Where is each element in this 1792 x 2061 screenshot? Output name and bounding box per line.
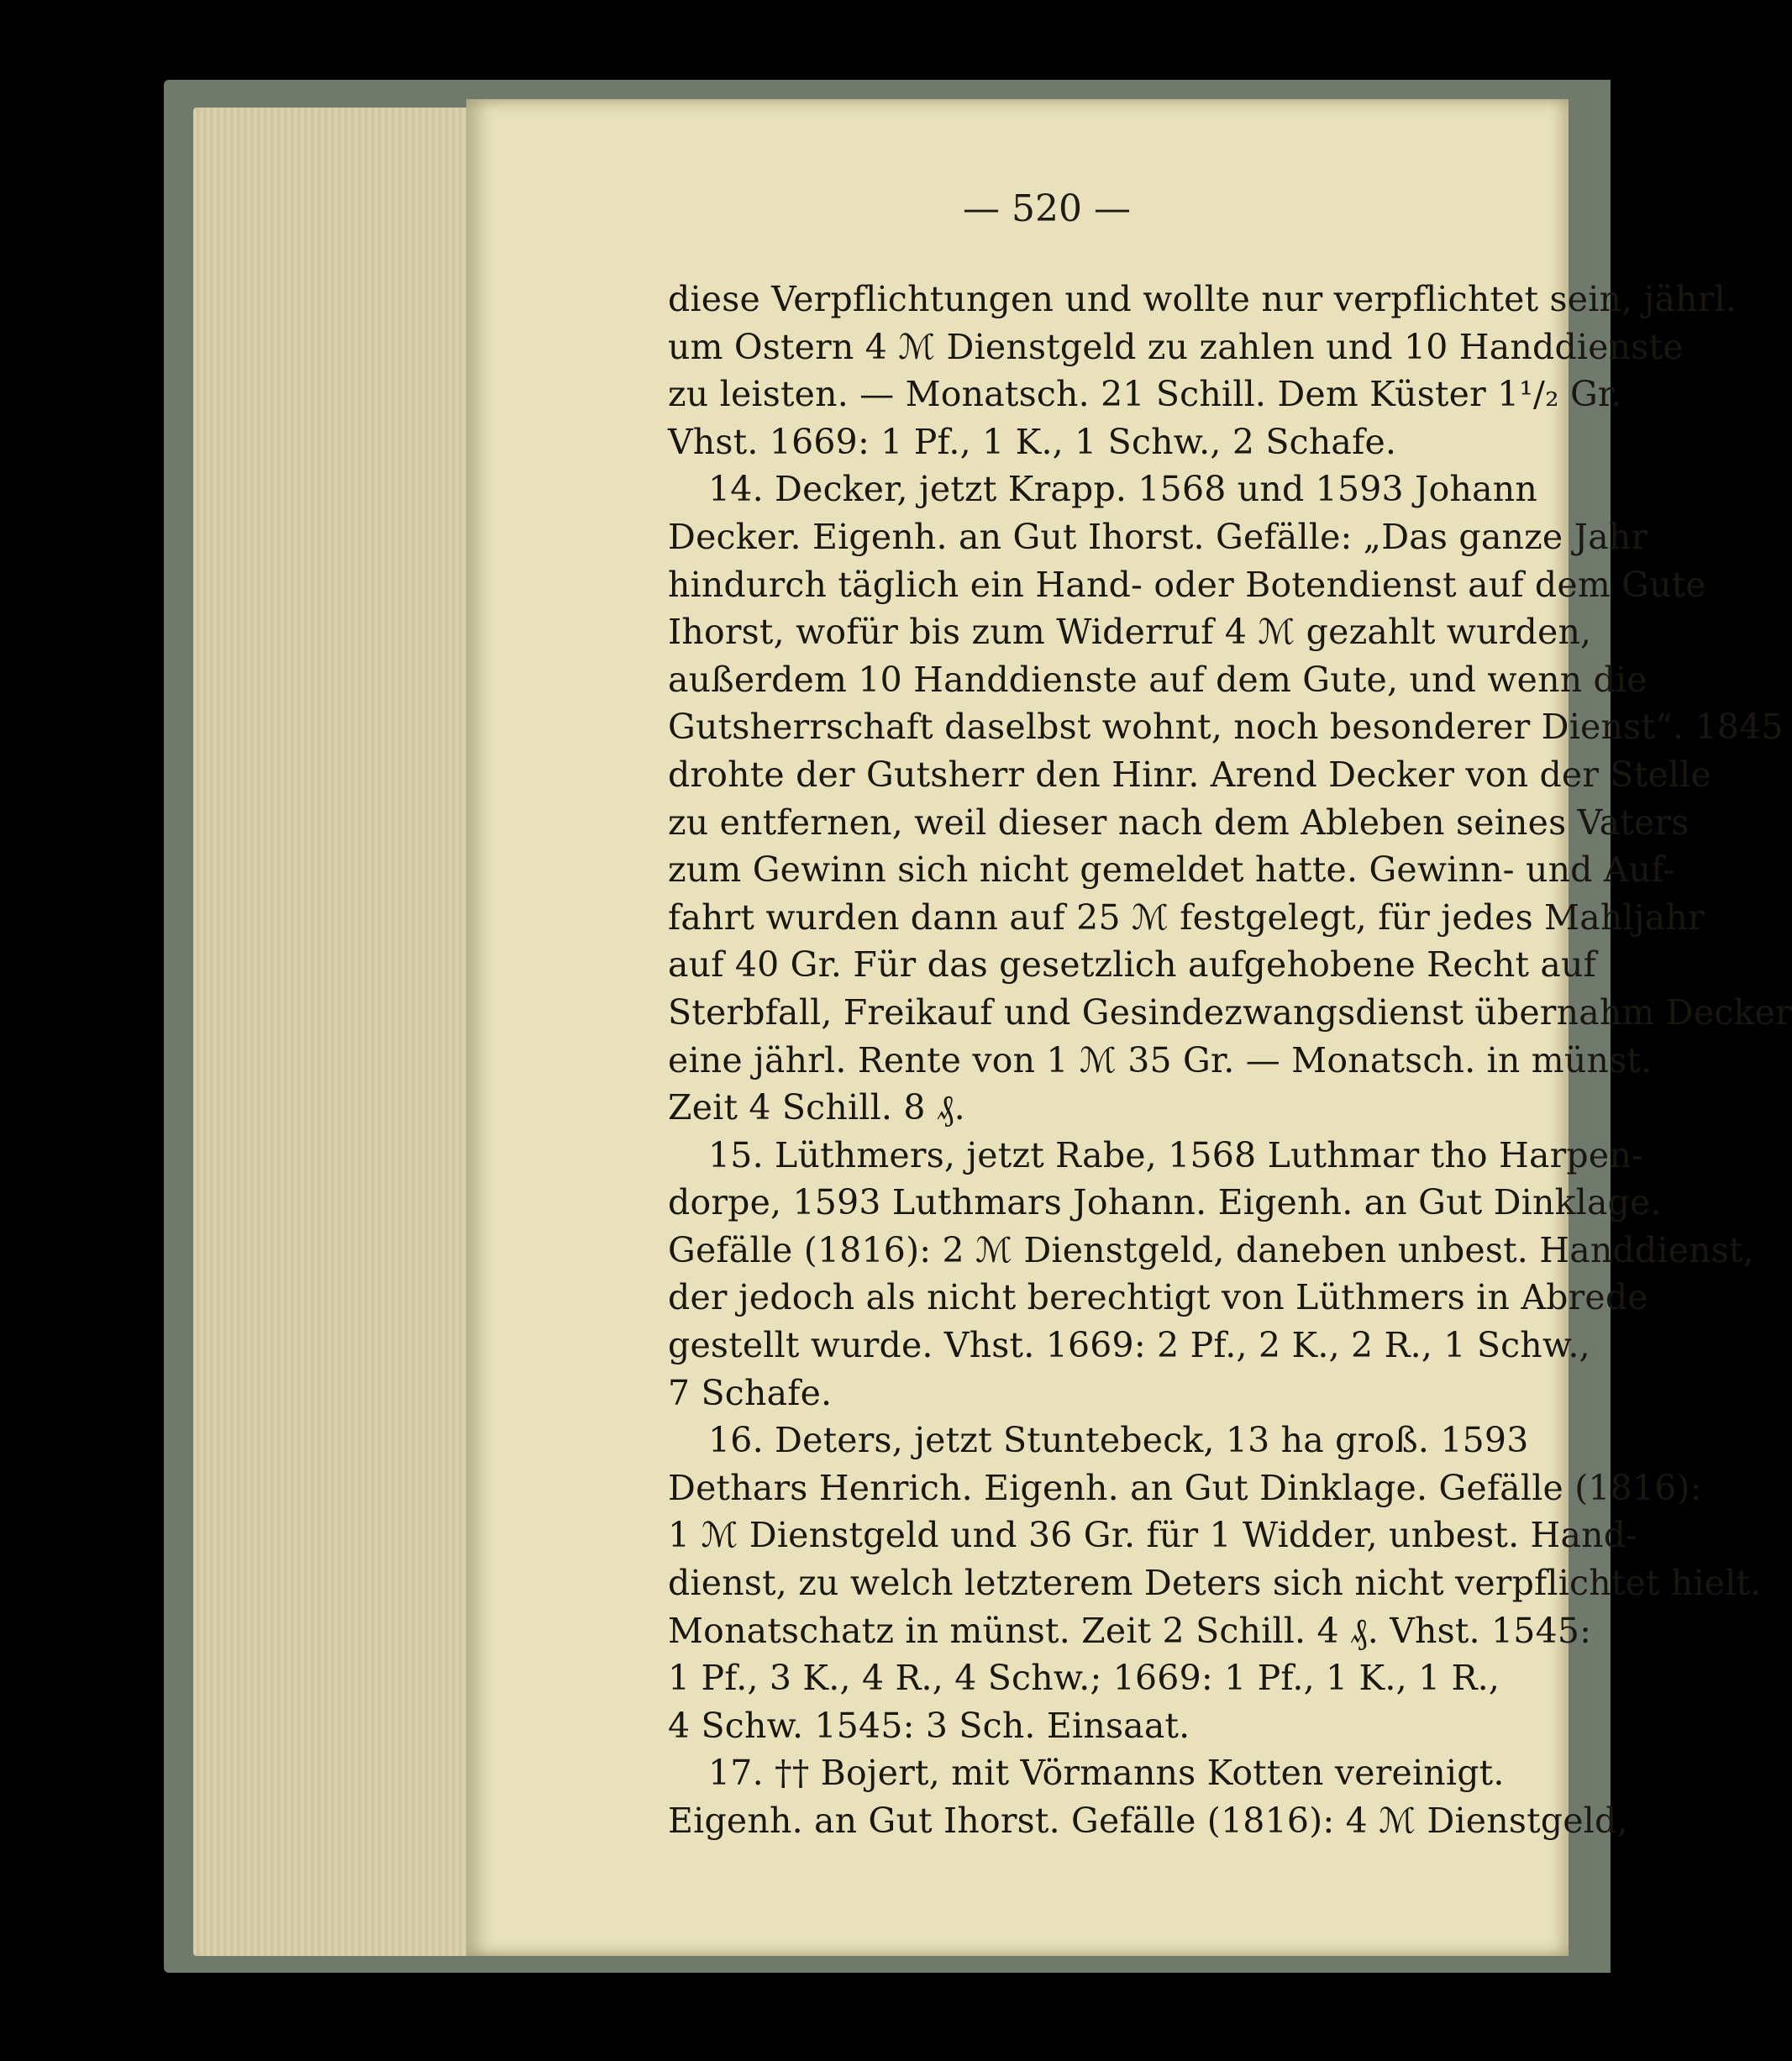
text-line: Dethars Henrich. Eigenh. an Gut Dinklage. Gefälle (1816):	[668, 1467, 1702, 1508]
text-line: drohte der Gutsherr den Hinr. Arend Decker von der Stelle	[668, 754, 1711, 795]
page-text	[668, 276, 1792, 1845]
text-line: Zeit 4 Schill. 8 ₰.	[668, 1087, 965, 1128]
text-line: Ihorst, wofür bis zum Widerruf 4 ℳ gezahlt wurden,	[668, 612, 1592, 653]
text-line: zu leisten. — Monatsch. 21 Schill. Dem Küster 1¹/₂ Gr.	[668, 374, 1622, 415]
text-line: Vhst. 1669: 1 Pf., 1 K., 1 Schw., 2 Schafe.	[668, 421, 1397, 462]
page-block-edge	[193, 108, 470, 1956]
text-line: Gefälle (1816): 2 ℳ Dienstgeld, daneben unbest. Handdienst,	[668, 1229, 1754, 1270]
entry-14-heading-line: 14. Decker, jetzt Krapp. 1568 und 1593 Johann	[708, 469, 1538, 510]
text-line: auf 40 Gr. Für das gesetzlich aufgehobene Recht auf	[668, 944, 1597, 986]
text-line: Eigenh. an Gut Ihorst. Gefälle (1816): 4 ℳ Dienstgeld,	[668, 1801, 1628, 1841]
text-line: Decker. Eigenh. an Gut Ihorst. Gefälle: „Das ganze Jahr	[668, 516, 1648, 557]
entry-17-heading-line: 17. †† Bojert, mit Vörmanns Kotten vereinigt.	[708, 1753, 1505, 1794]
text-line: der jedoch als nicht berechtigt von Lüthmers in Abrede	[668, 1277, 1648, 1318]
book-page	[466, 99, 1792, 1956]
text-line: zum Gewinn sich nicht gemeldet hatte. Gewinn- und Auf-	[668, 849, 1675, 891]
text-line: 1 ℳ Dienstgeld und 36 Gr. für 1 Widder, unbest. Hand-	[668, 1515, 1638, 1556]
text-line: gestellt wurde. Vhst. 1669: 2 Pf., 2 K., 2 R., 1 Schw.,	[668, 1325, 1590, 1366]
text-line: außerdem 10 Handdienste auf dem Gute, und wenn die	[668, 659, 1647, 700]
text-line: 4 Schw. 1545: 3 Sch. Einsaat.	[668, 1705, 1190, 1746]
entry-16-heading-line: 16. Deters, jetzt Stuntebeck, 13 ha groß. 1593	[708, 1420, 1529, 1461]
text-line: diese Verpflichtungen und wollte nur verpflichtet sein, jährl.	[668, 279, 1737, 319]
text-line: um Ostern 4 ℳ Dienstgeld zu zahlen und 10 Handdienste	[668, 326, 1684, 367]
text-line: eine jährl. Rente von 1 ℳ 35 Gr. — Monatsch. in münst.	[668, 1039, 1653, 1080]
text-line: Gutsherrschaft daselbst wohnt, noch besonderer Dienst“. 1845	[668, 707, 1784, 748]
text-line: 1 Pf., 3 K., 4 R., 4 Schw.; 1669: 1 Pf., 1 K., 1 R.,	[668, 1658, 1500, 1699]
text-line: zu entfernen, weil dieser nach dem Ableben seines Vaters	[668, 802, 1690, 843]
text-line: dorpe, 1593 Luthmars Johann. Eigenh. an Gut Dinklage.	[668, 1182, 1662, 1223]
text-line: Monatschatz in münst. Zeit 2 Schill. 4 ₰. Vhst. 1545:	[668, 1610, 1592, 1651]
text-line: dienst, zu welch letzterem Deters sich nicht verpflichtet hielt.	[668, 1563, 1762, 1604]
entry-15-heading-line: 15. Lüthmers, jetzt Rabe, 1568 Luthmar tho Harpen-	[708, 1134, 1643, 1175]
text-line: 7 Schafe.	[668, 1372, 833, 1413]
text-line: hindurch täglich ein Hand- oder Botendienst auf dem Gute	[668, 564, 1706, 605]
page-number: — 520 —	[963, 187, 1131, 230]
text-line: Sterbfall, Freikauf und Gesindezwangsdienst übernahm Decker	[668, 991, 1792, 1033]
text-line: fahrt wurden dann auf 25 ℳ festgelegt, für jedes Mahljahr	[668, 896, 1705, 938]
